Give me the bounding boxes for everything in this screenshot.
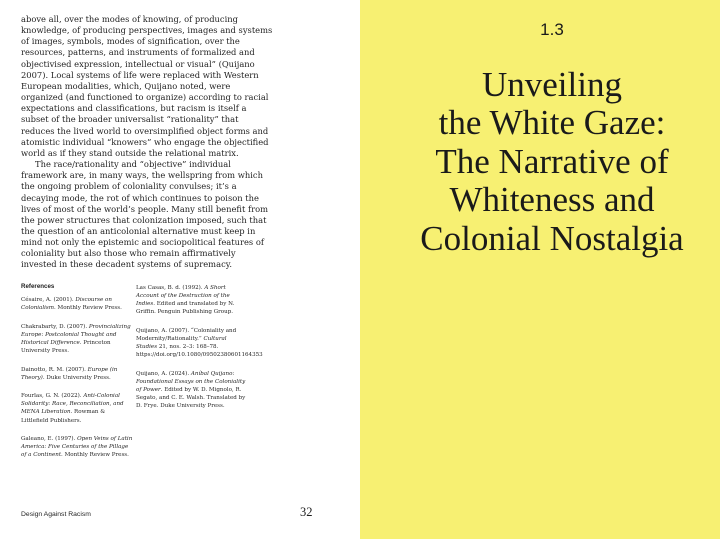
reference-item: Quijano, A. (2024). Aníbal Quijano: Foundational Essays on the Coloniality of Power. Edited by W. D. Mignolo, R. Segato, and C. E. Walsh. Translated by D. Frye. Duke University Press. [136,370,246,410]
reference-item: Fourlas, G. N. (2022). Anti-Colonial Solidarity: Race, Reconciliation, and MENA Liberation. Rowman & Littlefield Publishers. [21,393,124,424]
body-text [21,14,273,271]
chapter-title [360,66,720,258]
paragraph-2: The race/rationality and “objective” individual framework are, in many ways, the wellspring from which the ongoing problem of coloniality convulses; it’s a decaying mode, the rot of which continues to poison the lives of most of the world’s people. Many still benefit from the power structures that colonization imposed, such that the question of an anticolonial alternative must keep in mind not only the epistemic and sociopolitical features of coloniality but also those who remain affirmatively invested in these decadent systems of supremacy. [21,159,269,270]
right-page [360,0,720,539]
references-heading: References [21,283,55,290]
chapter-number: 1.3 [540,20,564,39]
chapter-title-line: The Narrative of [435,141,669,181]
chapter-title-line: Colonial Nostalgia [420,218,684,258]
running-footer: Design Against Racism [21,511,91,518]
reference-item: Galeano, E. (1997). Open Veins of Latin America: Five Centuries of the Pillage of a Continent. Monthly Review Press. [21,436,133,459]
reference-item: Césaire, A. (2001). Discourse on Colonialism. Monthly Review Press. [21,297,122,312]
reference-item: Chakrabarty, D. (2007). Provincializing Europe: Postcolonial Thought and Historical Difference. Princeton University Press. [21,323,131,354]
chapter-title-line: Unveiling [482,65,622,104]
reference-item: Quijano, A. (2007). “Coloniality and Modernity/Rationality.” Cultural Studies 21, nos. 2–3: 168–78. https://doi.org/10.1080/09502380601164353 [136,327,263,359]
reference-item: Las Casas, B. d. (1992). A Short Account of the Destruction of the Indies. Edited and translated by N. Griffin. Penguin Publishing Group. [136,285,235,316]
reference-item: Dainotto, R. M. (2007). Europe (in Theory). Duke University Press. [21,366,118,381]
chapter-title-line: Whiteness and [449,180,655,220]
paragraph-1: above all, over the modes of knowing, of producing knowledge, of producing perspectives, images and systems of images, symbols, modes of signification, over the resources, patterns, and instruments of formalized and objectivised expression, intellectual or visual” (Quijano 2007). Local systems of life were replaced with Western European modalities, which, Quijano noted, were organized (and functioned to organize) according to racial expectations and classifications, but racism is itself a subset of the broader universalist “rationality” that reduces the lived world to oversimplified object forms and atomistic individual “knowers” who engage the objectified world as if they stand outside the relational matrix. [21,14,273,158]
page-number: 32 [300,505,313,519]
references-column-2 [136,284,263,421]
chapter-title-line: the White Gaze: [438,103,666,143]
references-column-1 [21,296,133,470]
